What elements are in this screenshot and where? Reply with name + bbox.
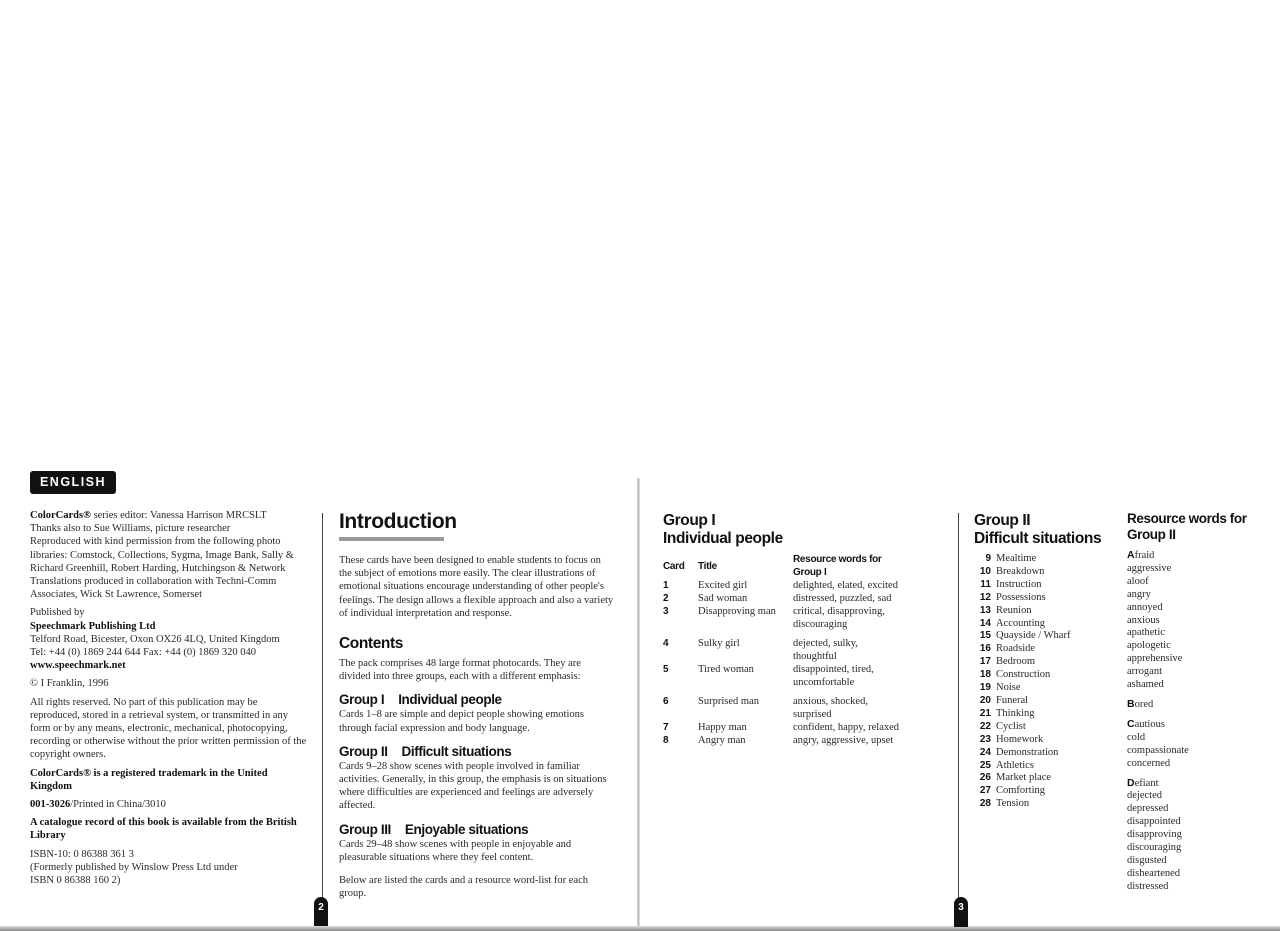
word-item: ashamed bbox=[1127, 679, 1164, 691]
list-item bbox=[974, 669, 1114, 682]
card-number: 5 bbox=[663, 664, 669, 675]
contents-title: Contents bbox=[339, 635, 403, 653]
list-item bbox=[974, 785, 1114, 798]
resource-words-title: Resource words for bbox=[1127, 511, 1247, 526]
rights-notice: All rights reserved. No part of this publication may be reproduced, stored in a retrieval system, or transmitted in any form or by any means, electronic, mechanical, photocopying, recording or otherwise without the prior written permission of the copyright owners. bbox=[30, 696, 307, 761]
table-row bbox=[663, 637, 903, 663]
group-2-list bbox=[974, 553, 1114, 811]
word-rest: fraid bbox=[1134, 550, 1155, 561]
card-words: critical, disapproving, discouraging bbox=[793, 606, 885, 630]
word-item: angry bbox=[1127, 588, 1151, 600]
list-item bbox=[974, 592, 1114, 605]
table-row bbox=[663, 605, 903, 631]
table-row bbox=[663, 663, 903, 689]
resource-word-list bbox=[1127, 549, 1257, 894]
word-item: concerned bbox=[1127, 757, 1171, 769]
publisher-website: www.speechmark.net bbox=[30, 660, 126, 672]
col-title: Title bbox=[698, 560, 717, 572]
card-number: 12 bbox=[979, 591, 991, 603]
page-number-left: 2 bbox=[314, 897, 328, 927]
list-item bbox=[974, 695, 1114, 708]
thanks-line: Thanks also to Sue Williams, picture researcher bbox=[30, 523, 231, 535]
word-item: depressed bbox=[1127, 803, 1169, 815]
word-item: disapproving bbox=[1127, 829, 1182, 841]
card-title: Sulky girl bbox=[698, 638, 740, 649]
card-words: delighted, elated, excited bbox=[793, 580, 898, 591]
card-title: Thinking bbox=[996, 707, 1035, 719]
card-number: 16 bbox=[979, 643, 991, 655]
card-title: Demonstration bbox=[996, 746, 1059, 758]
word-item: apprehensive bbox=[1127, 653, 1183, 665]
list-item bbox=[974, 566, 1114, 579]
card-title: Noise bbox=[996, 682, 1021, 694]
group-1-section bbox=[663, 512, 933, 747]
card-number: 7 bbox=[663, 722, 669, 733]
card-number: 27 bbox=[979, 785, 991, 797]
copyright-line: © I Franklin, 1996 bbox=[30, 678, 109, 690]
language-tab: ENGLISH bbox=[30, 471, 116, 494]
card-number: 22 bbox=[979, 720, 991, 732]
card-number: 8 bbox=[663, 735, 669, 746]
card-title: Mealtime bbox=[996, 553, 1037, 564]
contents-body: The pack comprises 48 large format photocards. They are divided into three groups, each with a different emphasis: bbox=[339, 658, 581, 683]
card-number: 23 bbox=[979, 733, 991, 745]
card-title: Roadside bbox=[996, 643, 1036, 655]
group-1-subtitle: Individual people bbox=[663, 530, 783, 547]
list-item bbox=[974, 721, 1114, 734]
group-1-desc: Cards 1–8 are simple and depict people showing emotions through facial expression and body language. bbox=[339, 709, 584, 734]
list-item bbox=[974, 579, 1114, 592]
card-number: 3 bbox=[663, 606, 669, 617]
list-item bbox=[974, 708, 1114, 721]
col-card: Card bbox=[663, 560, 685, 572]
list-item bbox=[974, 656, 1114, 669]
initial-letter: B bbox=[1127, 697, 1135, 710]
card-title: Accounting bbox=[996, 617, 1045, 629]
list-item bbox=[974, 618, 1114, 631]
word-item: disappointed bbox=[1127, 816, 1181, 828]
list-item bbox=[974, 798, 1114, 811]
card-number: 15 bbox=[979, 630, 991, 642]
card-number: 1 bbox=[663, 580, 669, 591]
list-item bbox=[974, 605, 1114, 618]
card-number: 19 bbox=[979, 682, 991, 694]
card-title: Homework bbox=[996, 733, 1044, 745]
card-words: distressed, puzzled, sad bbox=[793, 593, 892, 604]
card-title: Possessions bbox=[996, 591, 1046, 603]
word-item bbox=[1127, 549, 1257, 563]
book-spine bbox=[637, 478, 640, 931]
group-2-heading: Group II Difficult situations bbox=[339, 743, 512, 759]
group-2-entry bbox=[339, 744, 614, 813]
isbn-old: ISBN 0 86388 160 2) bbox=[30, 875, 121, 887]
column-divider-right bbox=[958, 513, 959, 905]
card-title: Happy man bbox=[698, 722, 747, 733]
group-1-entry bbox=[339, 692, 614, 734]
initial-letter: C bbox=[1127, 717, 1135, 730]
card-title: Excited girl bbox=[698, 580, 748, 591]
card-number: 17 bbox=[979, 656, 991, 668]
card-title: Funeral bbox=[996, 694, 1029, 706]
card-words: disappointed, tired, uncomfortable bbox=[793, 664, 874, 688]
card-title: Bedroom bbox=[996, 656, 1036, 668]
card-title: Athletics bbox=[996, 759, 1034, 771]
group-3-heading: Group III Enjoyable situations bbox=[339, 821, 529, 837]
card-number: 4 bbox=[663, 638, 669, 649]
card-title: Construction bbox=[996, 669, 1051, 681]
card-number: 24 bbox=[979, 746, 991, 758]
word-item: distressed bbox=[1127, 880, 1169, 892]
word-section bbox=[1127, 718, 1257, 771]
card-number: 6 bbox=[663, 696, 669, 707]
photo-credits: Reproduced with kind permission from the following photo libraries: Comstock, Collections, Sygma, Image Bank, Sally & Richard Greenhill, Robert Harding, Hutchingson & Network bbox=[30, 536, 294, 574]
card-words: confident, happy, relaxed bbox=[793, 722, 900, 733]
card-number: 25 bbox=[979, 759, 991, 771]
table-row bbox=[663, 734, 903, 747]
word-rest: ored bbox=[1134, 698, 1154, 710]
word-rest: autious bbox=[1134, 718, 1165, 730]
group-2-resource-words bbox=[1127, 511, 1257, 900]
series-editor: ColorCards® series editor: Vanessa Harrison MRCSLT bbox=[30, 510, 267, 521]
word-item: apologetic bbox=[1127, 640, 1171, 652]
page-number-right: 3 bbox=[954, 897, 968, 927]
publisher-address: Telford Road, Bicester, Oxon OX26 4LQ, United Kingdom bbox=[30, 633, 280, 645]
word-item: compassionate bbox=[1127, 744, 1189, 756]
below-listed-note: Below are listed the cards and a resource word-list for each group. bbox=[339, 875, 588, 900]
group-2-subtitle: Difficult situations bbox=[974, 530, 1102, 547]
resource-words-subtitle: Group II bbox=[1127, 527, 1176, 542]
formerly-published: (Formerly published by Winslow Press Ltd under bbox=[30, 861, 238, 873]
isbn-10: ISBN-10: 0 86388 361 3 bbox=[30, 848, 134, 860]
table-row bbox=[663, 592, 903, 605]
word-section bbox=[1127, 777, 1257, 894]
word-item: arrogant bbox=[1127, 666, 1162, 678]
list-item bbox=[974, 734, 1114, 747]
group-2-title: Group II bbox=[974, 512, 1031, 529]
group-2-section bbox=[974, 512, 1114, 811]
introduction-title: Introduction bbox=[339, 510, 457, 533]
word-item: cold bbox=[1127, 731, 1146, 743]
group-2-desc: Cards 9–28 show scenes with people involved in familiar activities. Generally, in this group, the emphasis is on situations where difficulties are experienced and feelings are adversely affected. bbox=[339, 760, 607, 812]
card-title: Breakdown bbox=[996, 565, 1045, 577]
word-section bbox=[1127, 698, 1257, 712]
card-title: Tired woman bbox=[698, 664, 754, 675]
group-1-heading: Group I Individual people bbox=[339, 692, 502, 708]
publisher-name: Speechmark Publishing Ltd bbox=[30, 620, 156, 632]
list-item bbox=[974, 760, 1114, 773]
word-item: discouraging bbox=[1127, 842, 1182, 854]
card-number: 18 bbox=[979, 669, 991, 681]
word-rest: efiant bbox=[1134, 777, 1159, 789]
card-number: 13 bbox=[979, 604, 991, 616]
card-title: Comforting bbox=[996, 785, 1045, 797]
catalogue-notice: A catalogue record of this book is available from the British Library bbox=[30, 817, 297, 842]
card-title: Sad woman bbox=[698, 593, 748, 604]
trademark-notice: ColorCards® is a registered trademark in the United Kingdom bbox=[30, 767, 268, 792]
printed-line: 001-3026/Printed in China/3010 bbox=[30, 799, 166, 811]
group-3-entry bbox=[339, 822, 614, 864]
word-item bbox=[1127, 698, 1257, 712]
intro-column bbox=[339, 510, 614, 900]
word-section bbox=[1127, 549, 1257, 692]
list-item bbox=[974, 630, 1114, 643]
card-title: Market place bbox=[996, 772, 1052, 784]
card-number: 21 bbox=[979, 707, 991, 719]
column-divider bbox=[322, 513, 323, 905]
word-item bbox=[1127, 718, 1257, 732]
group-1-table-header bbox=[663, 553, 903, 579]
word-item bbox=[1127, 777, 1257, 791]
introduction-body: These cards have been designed to enable students to focus on the subject of emotions more easily. The clear illustrations of emotional situations encourage understanding of other people's feelings. The design allows a flexible approach and also a variety of individual interpretation and response. bbox=[339, 555, 614, 619]
card-title: Angry man bbox=[698, 735, 746, 746]
card-words: anxious, shocked, surprised bbox=[793, 696, 868, 720]
card-words: dejected, sulky, thoughtful bbox=[793, 638, 858, 662]
card-number: 2 bbox=[663, 593, 669, 604]
card-number: 20 bbox=[979, 694, 991, 706]
list-item bbox=[974, 772, 1114, 785]
card-title: Quayside / Wharf bbox=[996, 630, 1071, 642]
card-title: Surprised man bbox=[698, 696, 759, 707]
card-number: 11 bbox=[980, 578, 991, 590]
card-number: 14 bbox=[979, 617, 991, 629]
word-item: aggressive bbox=[1127, 562, 1172, 574]
word-item: disgusted bbox=[1127, 854, 1167, 866]
list-item bbox=[974, 682, 1114, 695]
page-bottom-edge bbox=[0, 926, 1280, 931]
group-1-table bbox=[663, 553, 903, 747]
col-resource-words: Resource words for Group I bbox=[793, 554, 882, 578]
card-number: 9 bbox=[985, 553, 991, 564]
word-item: aloof bbox=[1127, 575, 1149, 587]
word-item: anxious bbox=[1127, 614, 1160, 626]
introduction-underline bbox=[339, 537, 444, 541]
word-item: apathetic bbox=[1127, 627, 1165, 639]
list-item bbox=[974, 643, 1114, 656]
table-row bbox=[663, 579, 903, 592]
card-title: Cyclist bbox=[996, 720, 1026, 732]
group-1-title: Group I bbox=[663, 512, 716, 529]
card-words: angry, aggressive, upset bbox=[793, 735, 894, 746]
table-row bbox=[663, 695, 903, 721]
card-number: 28 bbox=[979, 798, 991, 810]
group-3-desc: Cards 29–48 show scenes with people in enjoyable and pleasurable situations where they feel content. bbox=[339, 838, 572, 863]
publisher-phone: Tel: +44 (0) 1869 244 644 Fax: +44 (0) 1869 320 040 bbox=[30, 647, 257, 659]
table-row bbox=[663, 721, 903, 734]
published-by-label: Published by bbox=[30, 607, 85, 619]
word-item: annoyed bbox=[1127, 601, 1163, 613]
word-item: disheartened bbox=[1127, 867, 1181, 879]
card-title: Tension bbox=[996, 798, 1030, 810]
initial-letter: A bbox=[1127, 549, 1135, 561]
translations-credit: Translations produced in collaboration with Techni-Comm Associates, Wick St Lawrence, Somerset bbox=[30, 576, 277, 601]
card-title: Disapproving man bbox=[698, 606, 776, 617]
card-number: 26 bbox=[979, 772, 991, 784]
initial-letter: D bbox=[1127, 776, 1135, 789]
colophon bbox=[30, 509, 308, 887]
card-number: 10 bbox=[979, 565, 991, 577]
list-item bbox=[974, 553, 1114, 566]
word-item: dejected bbox=[1127, 790, 1162, 802]
card-title: Instruction bbox=[996, 578, 1042, 590]
card-title: Reunion bbox=[996, 604, 1032, 616]
list-item bbox=[974, 747, 1114, 760]
